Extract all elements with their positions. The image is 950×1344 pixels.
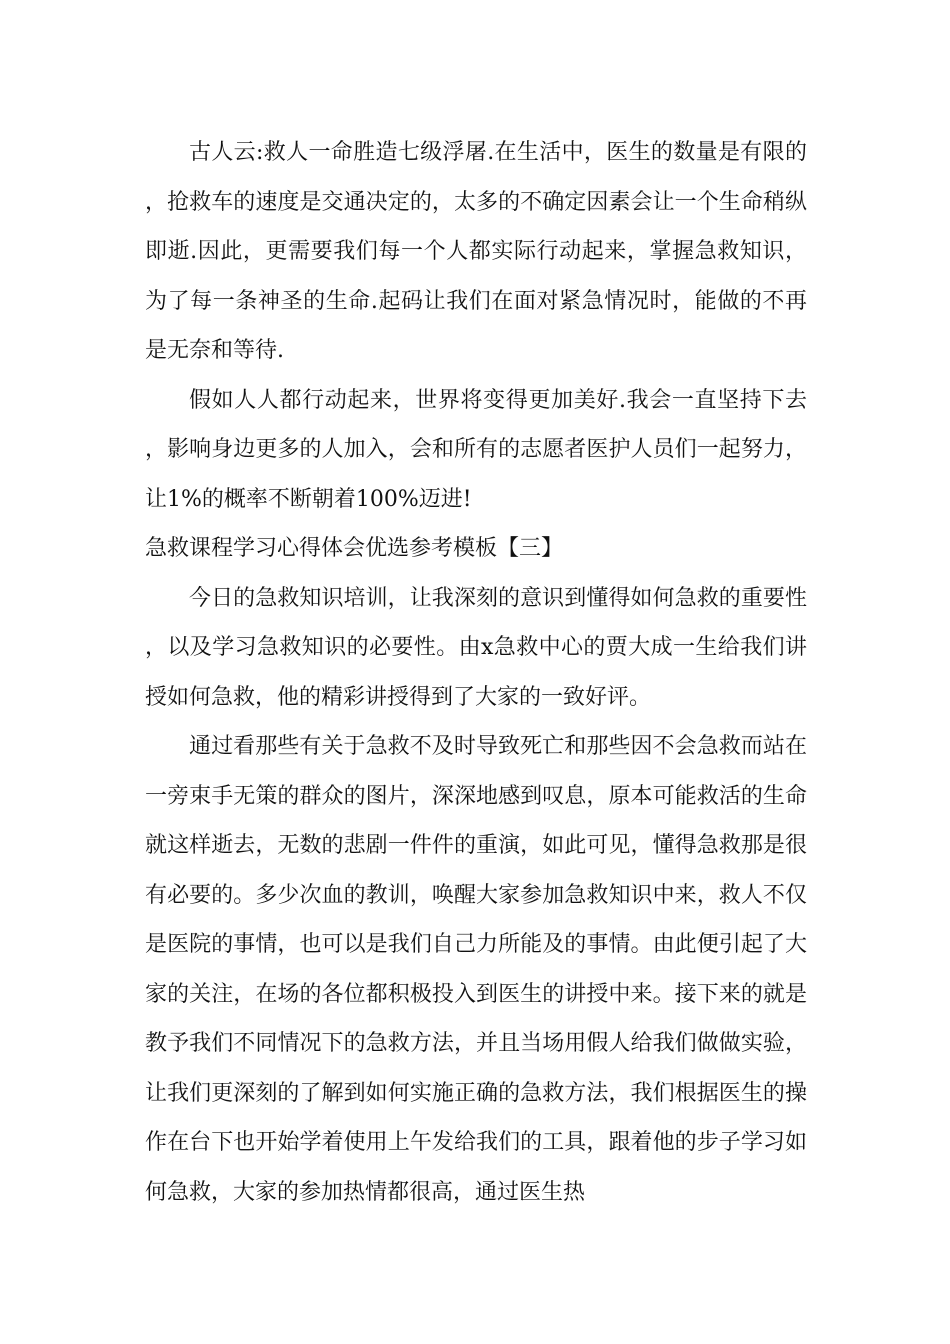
- document-page: [145, 128, 807, 1217]
- paragraph-training: 今日的急救知识培训，让我深刻的意识到懂得如何急救的重要性，以及学习急救知识的必要性。由x急救中心的贾大成一生给我们讲授如何急救，他的精彩讲授得到了大家的一致好评。: [145, 585, 807, 710]
- paragraph-ancient-saying: 古人云:救人一命胜造七级浮屠.在生活中，医生的数量是有限的，抢救车的速度是交通决定的，太多的不确定因素会让一个生命稍纵即逝.因此，更需要我们每一个人都实际行动起来，掌握急救知识，为了每一条神圣的生命.起码让我们在面对紧急情况时，能做的不再是无奈和等待.: [145, 140, 807, 363]
- section-heading: 急救课程学习心得体会优选参考模板【三】: [145, 536, 564, 561]
- paragraph-everyone-act: 假如人人都行动起来，世界将变得更加美好.我会一直坚持下去，影响身边更多的人加入，会和所有的志愿者医护人员们一起努力，让1%的概率不断朝着100%迈进!: [145, 387, 807, 512]
- paragraph-lessons: 通过看那些有关于急救不及时导致死亡和那些因不会急救而站在一旁束手无策的群众的图片，深深地感到叹息，原本可能救活的生命就这样逝去，无数的悲剧一件件的重演，如此可见，懂得急救那是很有必要的。多少次血的教训，唤醒大家参加急救知识中来，救人不仅是医院的事情，也可以是我们自己力所能及的事情。由此便引起了大家的关注，在场的各位都积极投入到医生的讲授中来。接下来的就是教予我们不同情况下的急救方法，并且当场用假人给我们做做实验，让我们更深刻的了解到如何实施正确的急救方法，我们根据医生的操作在台下也开始学着使用上午发给我们的工具，跟着他的步子学习如何急救，大家的参加热情都很高，通过医生热: [145, 734, 807, 1205]
